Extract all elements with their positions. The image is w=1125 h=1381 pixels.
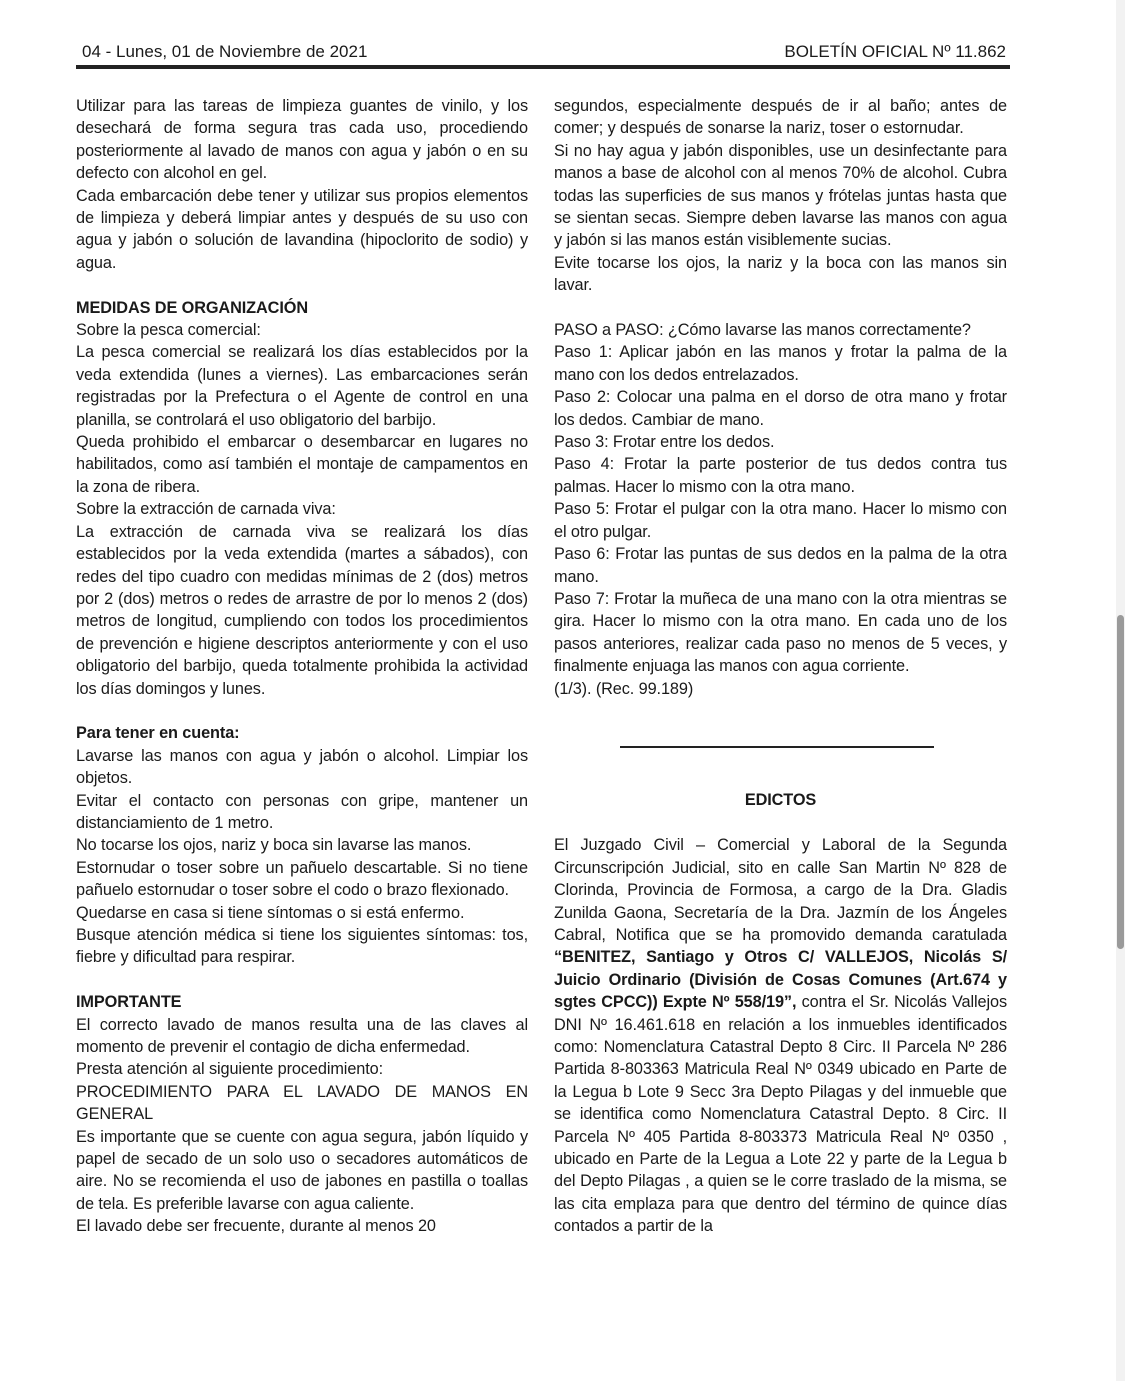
- paragraph: Lavarse las manos con agua y jabón o alcohol. Limpiar los objetos.: [76, 746, 528, 788]
- paragraph: Estornudar o toser sobre un pañuelo descartable. Si no tiene pañuelo estornudar o toser sobre el codo o brazo flexionado.: [76, 858, 528, 900]
- paragraph: Sobre la pesca comercial:: [76, 321, 261, 340]
- section-heading-organizacion: MEDIDAS DE ORGANIZACIÓN: [76, 298, 308, 317]
- right-column: [554, 95, 1007, 1238]
- paragraph: PROCEDIMIENTO PARA EL LAVADO DE MANOS EN GENERAL: [76, 1082, 528, 1124]
- header-rule: [76, 65, 1010, 69]
- paragraph: Es importante que se cuente con agua segura, jabón líquido y papel de secado de un solo uso o secadores automáticos de aire. No se recomienda el uso de jabones en pastilla o toallas de tela. Es preferible lavarse con agua caliente.: [76, 1127, 528, 1213]
- left-column: [76, 95, 528, 1238]
- step-item: Paso 6: Frotar las puntas de sus dedos en la palma de la otra mano.: [554, 545, 1007, 586]
- step-item: Paso 4: Frotar la parte posterior de tus dedos contra tus palmas. Hacer lo mismo con la otra mano.: [554, 455, 1007, 496]
- edict-text-rest: contra el Sr. Nicolás Vallejos DNI Nº 16.461.618 en relación a los inmuebles identificados como: Nomenclatura Catastral Depto 8 Circ. II Parcela Nº 286 Partida 8-803363 Matricula Real Nº 0349 ubicado en Parte de la Legua b Lote 9 Secc 3ra Depto Pilagas y del inmueble que se identifica como Nomenclatura Catastral Depto. 8 Circ. II Parcela Nº 405 Partida 8-803373 Matricula Real Nº 0350 , ubicado en Parte de la Legua a Lote 22 y parte de la Legua b del Depto Pilagas , a quien se le corre traslado de la misma, se las cita emplaza para que dentro del término de quince días contados a partir de la: [554, 993, 1007, 1236]
- step-item: Paso 5: Frotar el pulgar con la otra mano. Hacer lo mismo con el otro pulgar.: [554, 500, 1007, 541]
- steps-heading: PASO a PASO: ¿Cómo lavarse las manos correctamente?: [554, 321, 971, 340]
- section-heading-cuenta: Para tener en cuenta:: [76, 724, 240, 743]
- paragraph: No tocarse los ojos, nariz y boca sin lavarse las manos.: [76, 836, 472, 855]
- step-item: Paso 7: Frotar la muñeca de una mano con la otra mientras se gira. Hacer lo mismo con la otra mano. En cada uno de los pasos anteriores, realizar cada paso no menos de 5 veces, y finalmente enjuaga las manos con agua corriente.: [554, 589, 1007, 676]
- paragraph: Evite tocarse los ojos, la nariz y la boca con las manos sin lavar.: [554, 253, 1007, 295]
- edict-text-start: El Juzgado Civil – Comercial y Laboral de la Segunda Circunscripción Judicial, sito en calle San Martin Nº 828 de Clorinda, Provincia de Formosa, a cargo de la Dra. Gladis Zunilda Gaona, Secretaría de la Dra. Jazmín de los Ángeles Cabral, Notifica que se ha promovido demanda caratulada: [554, 836, 1007, 944]
- scrollbar-thumb[interactable]: [1117, 615, 1124, 949]
- paragraph: Queda prohibido el embarcar o desembarcar en lugares no habilitados, como así también el montaje de campamentos en la zona de ribera.: [76, 433, 528, 496]
- paragraph: Utilizar para las tareas de limpieza guantes de vinilo, y los desechará de forma segura tras cada uso, procediendo posteriormente al lavado de manos con agua y jabón o en su defecto con alcohol en gel.: [76, 97, 528, 183]
- paragraph: Evitar el contacto con personas con gripe, mantener un distanciamiento de 1 metro.: [76, 791, 528, 832]
- scrollbar-track[interactable]: [1116, 0, 1125, 1381]
- paragraph: Cada embarcación debe tener y utilizar sus propios elementos de limpieza y deberá limpiar antes y después de su uso con agua y jabón o solución de lavandina (hipoclorito de sodio) y agua.: [76, 186, 528, 272]
- paragraph: El correcto lavado de manos resulta una de las claves al momento de prevenir el contagio de dicha enfermedad.: [76, 1015, 528, 1057]
- paragraph: Quedarse en casa si tiene síntomas o si está enfermo.: [76, 903, 465, 922]
- section-heading-edictos: EDICTOS: [744, 790, 817, 809]
- header-bulletin-number: BOLETÍN OFICIAL Nº 11.862: [784, 42, 1006, 61]
- paragraph: Sobre la extracción de carnada viva:: [76, 500, 336, 519]
- paragraph: Presta atención al siguiente procedimiento:: [76, 1060, 384, 1079]
- record-reference: (1/3). (Rec. 99.189): [554, 679, 694, 698]
- section-heading-importante: IMPORTANTE: [76, 993, 182, 1012]
- paragraph: Busque atención médica si tiene los siguientes síntomas: tos, fiebre y dificultad para respirar.: [76, 926, 528, 967]
- edict-case-title: “BENITEZ, Santiago y Otros C/ VALLEJOS, Nicolás S/ Juicio Ordinario (División de Cosas Comunes (Art.674 y sgtes CPCC)) Expte Nº 558/19”,: [554, 948, 1007, 1012]
- paragraph: segundos, especialmente después de ir al baño; antes de comer; y después de sonarse la nariz, toser o estornudar.: [554, 97, 1007, 138]
- edict-paragraph: [554, 834, 1007, 1237]
- paragraph: La pesca comercial se realizará los días establecidos por la veda extendida (lunes a viernes). Las embarcaciones serán registradas por la Prefectura o el Agente de control en una planilla, se controlará el uso obligatorio del barbijo.: [76, 343, 528, 429]
- step-item: Paso 1: Aplicar jabón en las manos y frotar la palma de la mano con los dedos entrelazados.: [554, 343, 1007, 384]
- header-date: 04 - Lunes, 01 de Noviembre de 2021: [82, 42, 368, 61]
- step-item: Paso 3: Frotar entre los dedos.: [554, 433, 775, 452]
- paragraph: El lavado debe ser frecuente, durante al menos 20: [76, 1217, 436, 1236]
- step-item: Paso 2: Colocar una palma en el dorso de otra mano y frotar los dedos. Cambiar de mano.: [554, 388, 1007, 429]
- paragraph: Si no hay agua y jabón disponibles, use un desinfectante para manos a base de alcohol con al menos 70% de alcohol. Cubra todas las superficies de sus manos y frótelas juntas hasta que se sientan secas. Siempre deben lavarse las manos con agua y jabón si las manos están visiblemente sucias.: [554, 141, 1007, 250]
- paragraph: La extracción de carnada viva se realizará los días establecidos por la veda extendida (martes a sábados), con redes del tipo cuadro con medidas mínimas de 2 (dos) metros por 2 (dos) metros o redes de arrastre de por lo menos 2 (dos) metros de longitud, cumpliendo con todos los procedimientos de prevención e higiene descriptos anteriormente y con el uso obligatorio del barbijo, queda totalmente prohibida la actividad los días domingos y lunes.: [76, 522, 528, 698]
